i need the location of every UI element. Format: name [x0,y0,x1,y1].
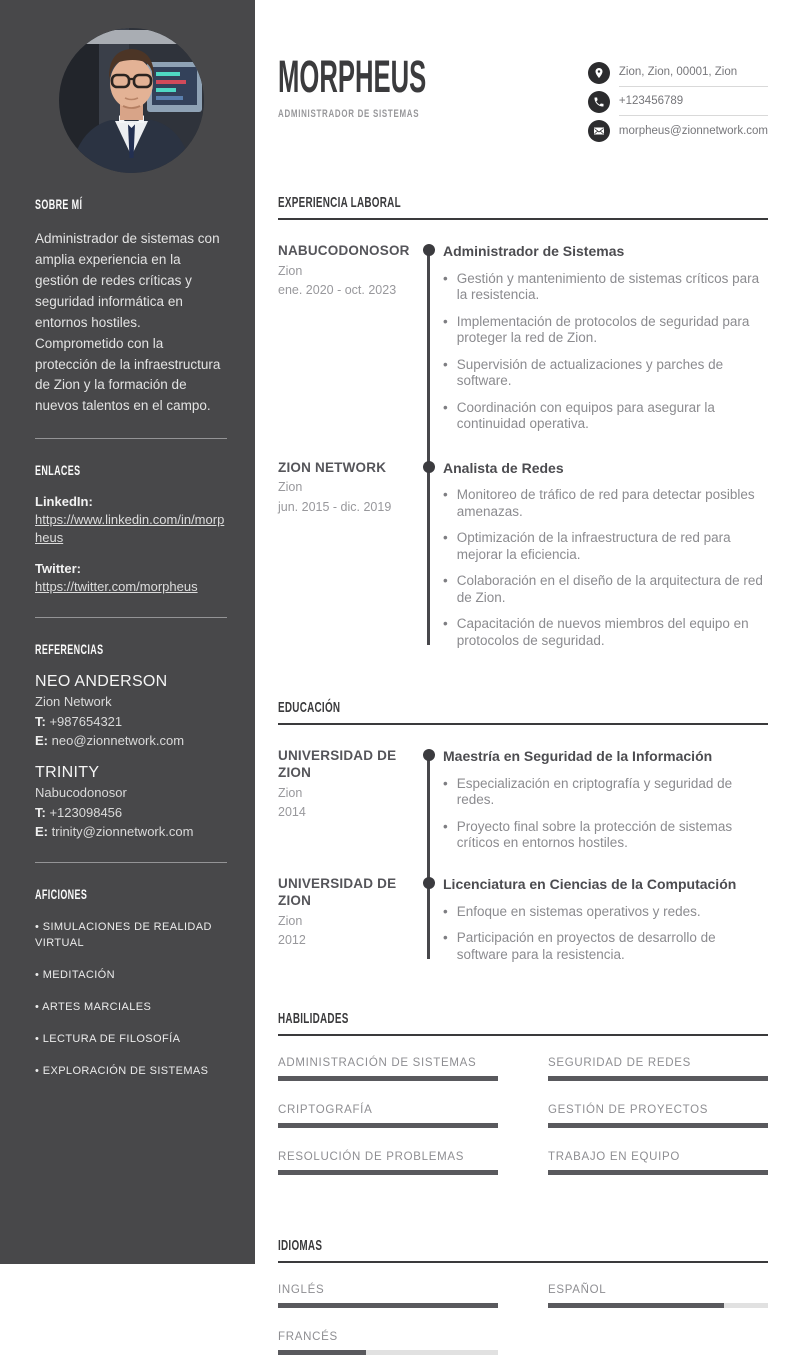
phone-label: T: [35,714,46,730]
hobbies-section [35,863,227,1101]
email-icon [588,120,610,142]
linkedin-link[interactable]: https://www.linkedin.com/in/morpheus [35,512,225,546]
contact-row-email [588,116,768,145]
bullet-item [443,400,768,433]
bullet-text: • Colaboración en el diseño de la arquitectura de red de Zion. [456,573,763,605]
degree-title: Maestría en Seguridad de la Información [443,748,713,765]
linkedin-label: LinkedIn: [35,494,93,510]
skill-bar [278,1123,498,1128]
education-entry-meta [278,748,415,852]
phone-label: T: [35,805,46,821]
phone-icon [588,91,610,113]
address-text: Zion, Zion, 00001, Zion [618,66,738,78]
bullet-item [443,271,768,304]
skill-bar [548,1076,768,1081]
timeline-dot [423,877,435,889]
skill-bar-fill [548,1123,768,1128]
language-item [278,1331,498,1355]
sidebar [0,0,255,1264]
location-icon [588,62,610,84]
role-title: Administrador de Sistemas [443,243,625,259]
skills-section [278,1010,768,1175]
skill-bar [278,1170,498,1175]
bullet-item [443,530,768,563]
education-title: EDUCACIÓN [278,699,341,717]
reference-name: NEO ANDERSON [35,673,168,691]
about-section [35,173,227,439]
link-item-twitter [35,561,227,596]
reference-name: TRINITY [35,764,100,782]
degree-title: Licenciatura en Ciencias de la Computación [443,875,737,892]
about-text: Administrador de sistemas con amplia experiencia en la gestión de redes críticas y seguridad informática en entornos hostiles. Comprometido con la protección de la infraestructura de Zion y la formación de nuevos talentos en el campo. [35,231,221,414]
timeline-dot [423,749,435,761]
twitter-link[interactable]: https://twitter.com/morpheus [35,579,198,595]
language-label: FRANCÉS [278,1330,338,1343]
skill-label: CRIPTOGRAFÍA [278,1103,373,1116]
role-bullets [443,271,768,433]
reference-email [35,824,227,841]
header [278,51,768,145]
skill-bar-fill [278,1123,498,1128]
reference-item [35,673,227,750]
skill-item [278,1057,498,1081]
reference-company: Nabucodonosor [35,785,127,801]
education-entry-detail [443,748,768,852]
school-name: UNIVERSIDAD DE ZION [278,875,397,908]
language-bar [548,1303,768,1308]
experience-entry [278,460,768,650]
bullet-item [443,357,768,390]
degree-bullets [443,776,768,852]
school-location: Zion [278,785,303,800]
bullet-text: • Gestión y mantenimiento de sistemas críticos para la resistencia. [456,270,760,303]
skill-label: RESOLUCIÓN DE PROBLEMAS [278,1150,465,1163]
school-location: Zion [278,913,303,928]
company-name: NABUCODONOSOR [278,243,410,258]
skill-item [548,1104,768,1128]
skill-bar [278,1076,498,1081]
experience-entries [278,243,768,649]
email-text: morpheus@zionnetwork.com [618,124,768,137]
language-item [278,1284,498,1308]
skill-item [548,1057,768,1081]
company-location: Zion [278,480,303,495]
bullet-item [443,904,768,920]
contact-block [588,58,768,145]
contact-row-address [588,58,768,87]
graduation-year: 2014 [278,805,306,820]
bullet-text: • Enfoque en sistemas operativos y redes. [456,903,701,919]
skill-label: TRABAJO EN EQUIPO [548,1150,681,1163]
language-label: ESPAÑOL [548,1283,607,1296]
experience-entry-meta [278,243,415,433]
bullet-text: • Participación en proyectos de desarrollo de software para la resistencia. [456,930,716,962]
timeline-dot [423,461,435,473]
hobby-item: • LECTURA DE FILOSOFÍA [35,1032,227,1048]
bullet-text: • Monitoreo de tráfico de red para detectar posibles amenazas. [456,487,755,519]
skill-item [278,1151,498,1175]
skill-bar-fill [278,1076,498,1081]
bullet-item [443,616,768,649]
skill-label: ADMINISTRACIÓN DE SISTEMAS [278,1056,477,1069]
bullet-item [443,487,768,520]
skills-grid [278,1057,768,1175]
bullet-text: • Proyecto final sobre la protección de sistemas críticos en entornos hostiles. [456,818,733,851]
experience-title: EXPERIENCIA LABORAL [278,194,401,211]
role-bullets [443,487,768,649]
bullet-item [443,573,768,606]
languages-title: IDIOMAS [278,1236,323,1254]
hobby-item: • SIMULACIONES DE REALIDAD VIRTUAL [35,920,227,952]
profile-photo [59,28,204,173]
twitter-label: Twitter: [35,561,81,577]
experience-section [278,194,768,649]
person-job-title: ADMINISTRADOR DE SISTEMAS [278,107,420,120]
date-range: ene. 2020 - oct. 2023 [278,283,397,298]
bullet-text: • Supervisión de actualizaciones y parches de software. [456,356,724,389]
degree-bullets [443,904,768,963]
education-entry-detail [443,876,768,963]
language-bar [278,1303,498,1308]
education-entry-meta [278,876,415,963]
experience-entry-detail [443,460,768,650]
reference-phone [35,805,227,822]
references-title: REFERENCIAS [35,641,104,658]
email-label: E: [35,823,48,839]
bullet-item [443,776,768,809]
email-value: neo@zionnetwork.com [51,733,185,749]
timeline-dot [423,244,435,256]
phone-text: +123456789 [618,95,684,107]
languages-grid [278,1284,768,1355]
reference-email [35,733,227,750]
hobbies-title: AFICIONES [35,885,88,902]
links-section [35,439,227,618]
reference-item [35,764,227,841]
bullet-text: • Implementación de protocolos de seguridad para proteger la red de Zion. [456,313,750,346]
reference-company: Zion Network [35,694,112,710]
graduation-year: 2012 [278,932,306,947]
bullet-item [443,930,768,963]
language-bar-fill [278,1303,498,1308]
language-item [548,1284,768,1308]
language-label: INGLÉS [278,1283,325,1296]
school-name: UNIVERSIDAD DE ZION [278,748,397,780]
role-title: Analista de Redes [443,459,564,476]
skill-label: GESTIÓN DE PROYECTOS [548,1103,709,1116]
language-bar [278,1350,498,1355]
skill-label: SEGURIDAD DE REDES [548,1056,691,1069]
references-section [35,618,227,863]
education-entry [278,748,768,852]
skill-bar [548,1170,768,1175]
bullet-text: • Especialización en criptografía y seguridad de redes. [456,775,733,808]
bullet-text: • Coordinación con equipos para asegurar la continuidad operativa. [456,399,715,432]
education-entries [278,748,768,963]
skill-bar-fill [548,1170,768,1175]
language-bar-fill [548,1303,724,1308]
name-block [278,51,588,122]
company-name: ZION NETWORK [278,459,387,475]
resume-main [255,0,794,1343]
phone-value: +987654321 [49,714,123,730]
email-label: E: [35,733,48,749]
link-item-linkedin [35,494,227,547]
skill-item [278,1104,498,1128]
hobby-item: • EXPLORACIÓN DE SISTEMAS [35,1064,227,1080]
experience-entry [278,243,768,433]
skill-bar [548,1123,768,1128]
experience-entry-detail [443,243,768,433]
profile-photo-illustration [59,28,204,173]
phone-value: +123098456 [49,805,123,821]
education-entry [278,876,768,963]
company-location: Zion [278,263,303,278]
skill-bar-fill [548,1076,768,1081]
bullet-item [443,314,768,347]
reference-phone [35,714,227,731]
hobby-item: • ARTES MARCIALES [35,1000,227,1016]
about-title: SOBRE MÍ [35,196,83,212]
date-range: jun. 2015 - dic. 2019 [278,499,392,514]
education-section [278,699,768,963]
links-title: ENLACES [35,462,81,479]
contact-row-phone [588,87,768,116]
hobby-item: • MEDITACIÓN [35,968,227,984]
bullet-text: • Capacitación de nuevos miembros del equipo en protocolos de seguridad. [456,616,749,648]
bullet-item [443,819,768,852]
skill-item [548,1151,768,1175]
bullet-text: • Optimización de la infraestructura de red para mejorar la eficiencia. [456,530,731,562]
languages-section [278,1237,768,1355]
skill-bar-fill [278,1170,498,1175]
language-bar-fill [278,1350,366,1355]
person-name: MORPHEUS [278,51,427,102]
experience-entry-meta [278,460,415,650]
email-value: trinity@zionnetwork.com [51,823,194,839]
skills-title: HABILIDADES [278,1009,349,1027]
